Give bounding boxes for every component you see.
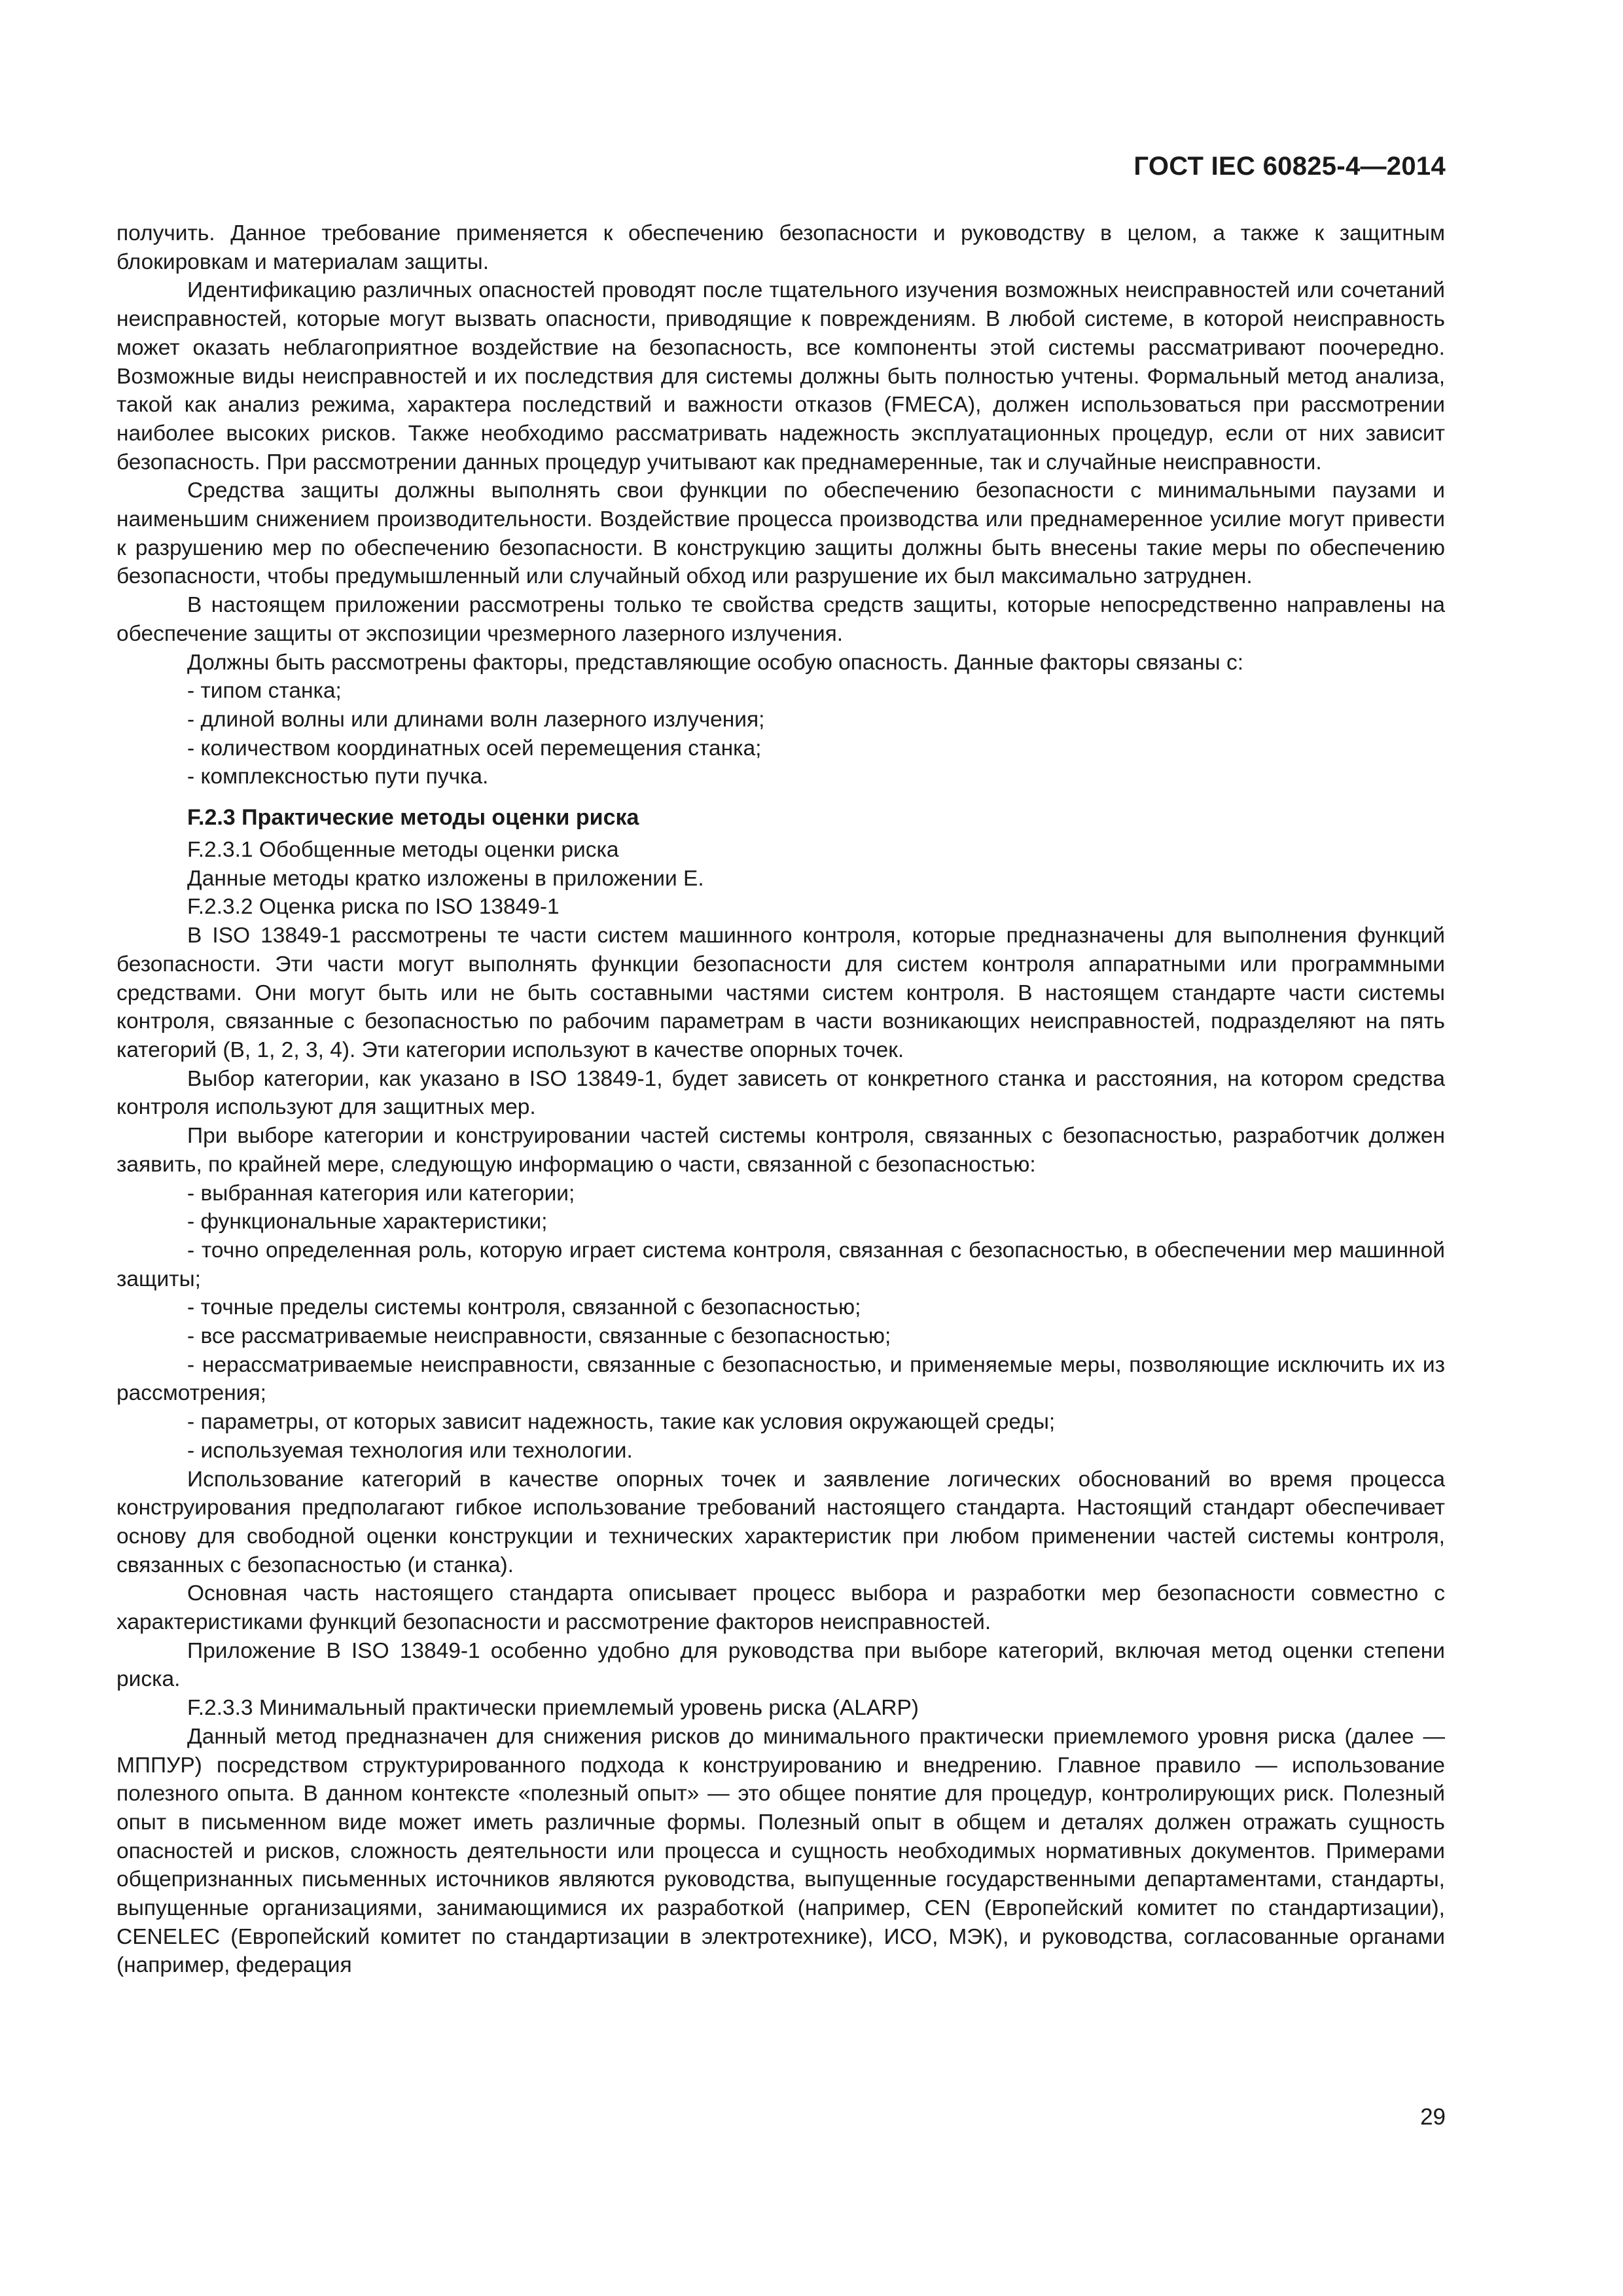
document-code-header: ГОСТ IEC 60825-4—2014 — [1133, 152, 1446, 181]
paragraph: При выборе категории и конструировании частей системы контроля, связанных с безопасностью, разработчик должен заявить, по крайней мере, следующую информацию о части, связанной с безопасностью: — [116, 1124, 1445, 1177]
list-item: - точно определенная роль, которую играет система контроля, связанная с безопасностью, в обеспечении мер машинной защиты; — [116, 1238, 1445, 1291]
page-number: 29 — [1420, 2104, 1446, 2130]
list-item: - длиной волны или длинами волн лазерного излучения; — [187, 707, 765, 732]
paragraph: Выбор категории, как указано в ISO 13849-1, будет зависеть от конкретного станка и расстояния, на котором средства контроля используют для защитных мер. — [116, 1066, 1445, 1120]
section-heading: F.2.3 Практические методы оценки риска — [187, 805, 639, 831]
list-item: - нерассматриваемые неисправности, связанные с безопасностью, и применяемые меры, позволяющие исключить их из рассмотрения; — [116, 1352, 1445, 1406]
paragraph: В настоящем приложении рассмотрены только те свойства средств защиты, которые непосредственно направлены на обеспечение защиты от экспозиции чрезмерного лазерного излучения. — [116, 593, 1445, 646]
list-item: - количеством координатных осей перемещения станка; — [187, 736, 762, 761]
paragraph: Приложение В ISO 13849-1 особенно удобно для руководства при выборе категорий, включая метод оценки степени риска. — [116, 1638, 1445, 1692]
subsection-title: F.2.3.3 Минимальный практически приемлемый уровень риска (ALARP) — [187, 1696, 919, 1721]
list-item: - параметры, от которых зависит надежность, такие как условия окружающей среды; — [187, 1410, 1056, 1435]
list-item: - комплексностью пути пучка. — [187, 764, 489, 789]
list-item: - все рассматриваемые неисправности, связанные с безопасностью; — [187, 1324, 891, 1349]
paragraph: Использование категорий в качестве опорных точек и заявление логических обоснований во время процесса конструирования предполагают гибкое использование требований настоящего стандарта. Настоящий стандарт обеспечивает основу для свободной оценки конструкции и технических характеристик при любом применении частей системы контроля, связанных с безопасностью (и станка). — [116, 1467, 1445, 1577]
paragraph: Основная часть настоящего стандарта описывает процесс выбора и разработки мер безопасности совместно с характеристиками функций безопасности и рассмотрение факторов неисправностей. — [116, 1581, 1445, 1635]
list-item: - используемая технология или технологии. — [187, 1438, 633, 1463]
subsection-title: F.2.3.2 Оценка риска по ISO 13849-1 — [187, 895, 560, 920]
subsection-title: F.2.3.1 Обобщенные методы оценки риска — [187, 838, 619, 863]
page-body — [116, 219, 1445, 1980]
paragraph: получить. Данное требование применяется к обеспечению безопасности и руководству в целом, а также к защитным блокировкам и материалам защиты. — [116, 221, 1445, 274]
paragraph: Средства защиты должны выполнять свои функции по обеспечению безопасности с минимальными паузами и наименьшим снижением производительности. Воздействие процесса производства или преднамеренное усилие могут привести к разрушению мер по обеспечению безопасности. В конструкцию защиты должны быть внесены такие меры по обеспечению безопасности, чтобы предумышленный или случайный обход или разрушение их был максимально затруднен. — [116, 478, 1445, 589]
list-item: - типом станка; — [187, 679, 342, 704]
paragraph: Данные методы кратко изложены в приложении Е. — [187, 866, 704, 891]
list-item: - выбранная категория или категории; — [187, 1181, 575, 1206]
paragraph: Идентификацию различных опасностей проводят после тщательного изучения возможных неисправностей или сочетаний неисправностей, которые могут вызвать опасности, приводящие к повреждениям. В любой системе, в которой неисправность может оказать неблагоприятное воздействие на безопасность, все компоненты этой системы рассматривают поочередно. Возможные виды неисправностей и их последствия для системы должны быть полностью учтены. Формальный метод анализа, такой как анализ режима, характера последствий и важности отказов (FMECA), должен использоваться при рассмотрении наиболее высоких рисков. Также необходимо рассматривать надежность эксплуатационных процедур, если от них зависит безопасность. При рассмотрении данных процедур учитывают как преднамеренные, так и случайные неисправности. — [116, 278, 1445, 475]
paragraph: Должны быть рассмотрены факторы, представляющие особую опасность. Данные факторы связаны с: — [187, 650, 1244, 675]
paragraph: Данный метод предназначен для снижения рисков до минимального практически приемлемого уровня риска (далее — МППУР) посредством структурированного подхода к конструированию и внедрению. Главное правило — использование полезного опыта. В данном контексте «полезный опыт» — это общее понятие для процедур, контролирующих риск. Полезный опыт в письменном виде может иметь различные формы. Полезный опыт в общем и деталях должен отражать сущность опасностей и рисков, сложность деятельности или процесса и сущность необходимых нормативных документов. Примерами общепризнанных письменных источников являются руководства, выпущенные государственными департаментами, стандарты, выпущенные организациями, занимающимися их разработкой (например, CEN (Европейский комитет по стандартизации), CENELEC (Европейский комитет по стандартизации в электротехнике), ИСО, МЭК), и руководства, согласованные органами (например, федерация — [116, 1724, 1445, 1978]
paragraph: В ISO 13849-1 рассмотрены те части систем машинного контроля, которые предназначены для выполнения функций безопасности. Эти части могут выполнять функции безопасности для систем контроля аппаратными или программными средствами. Они могут быть или не быть составными частями систем контроля. В настоящем стандарте части системы контроля, связанные с безопасностью по рабочим параметрам в части возникающих неисправностей, подразделяют на пять категорий (В, 1, 2, 3, 4). Эти категории используют в качестве опорных точек. — [116, 924, 1445, 1062]
list-item: - точные пределы системы контроля, связанной с безопасностью; — [187, 1295, 861, 1320]
list-item: - функциональные характеристики; — [187, 1210, 548, 1234]
